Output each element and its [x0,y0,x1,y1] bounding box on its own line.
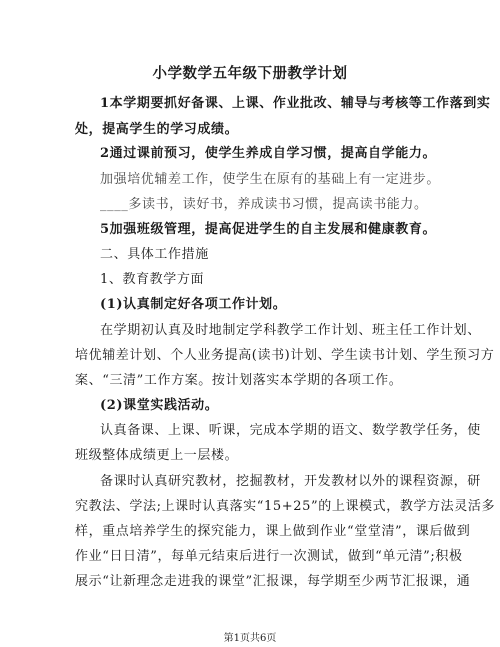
paragraph-line: ____多读书，读好书，养成读书习惯，提高读书能力。 [100,197,428,212]
paragraph-line: 样，重点培养学生的探究能力，课上做到作业“堂堂清”，课后做到 [75,524,471,539]
paragraph-line: 作业“日日清”，每单元结束后进行一次测试，做到“单元清”;积极 [75,549,463,564]
paragraph-line: 案、“三清”工作方案。按计划落实本学期的各项工作。 [75,373,403,388]
paragraph-line: 究教法、学法;上课时认真落实“15+25”的上课模式，教学方法灵活多 [75,499,496,514]
paragraph-line: 班级整体成绩更上一层楼。 [75,448,239,463]
page-number: 第1页共6页 [223,633,277,644]
paragraph-line: 1本学期要抓好备课、上课、作业批改、辅导与考核等工作落到实 [100,96,491,111]
paragraph-line: 展示“让新理念走进我的课堂”汇报课，每学期至少两节汇报课，通 [75,574,471,589]
paragraph-line: 2通过课前预习，使学生养成自学习惯，提高自学能力。 [100,146,437,161]
paragraph-line: 培优辅差计划、个人业务提高(读书)计划、学生读书计划、学生预习方 [75,348,495,363]
paragraph-line: 在学期初认真及时地制定学科教学工作计划、班主任工作计划、 [100,323,481,338]
document-title: 小学数学五年级下册教学计划 [152,65,348,82]
paragraph-line: 备课时认真研究教材，挖掘教材，开发教材以外的课程资源，研 [100,474,481,489]
section-heading: 二、具体工作措施 [100,247,209,262]
paragraph-line: 认真备课、上课、听课，完成本学期的语文、数学教学任务，使 [100,423,481,438]
paragraph-line: 处，提高学生的学习成绩。 [75,122,239,137]
paragraph-line: (2)课堂实践活动。 [100,398,219,413]
paragraph-line: 加强培优辅差工作，使学生在原有的基础上有一定进步。 [100,172,441,187]
paragraph-line: 5加强班级管理，提高促进学生的自主发展和健康教育。 [100,222,437,237]
subsection-heading: 1、教育教学方面 [100,272,205,287]
paragraph-line: (1)认真制定好各项工作计划。 [100,297,287,312]
